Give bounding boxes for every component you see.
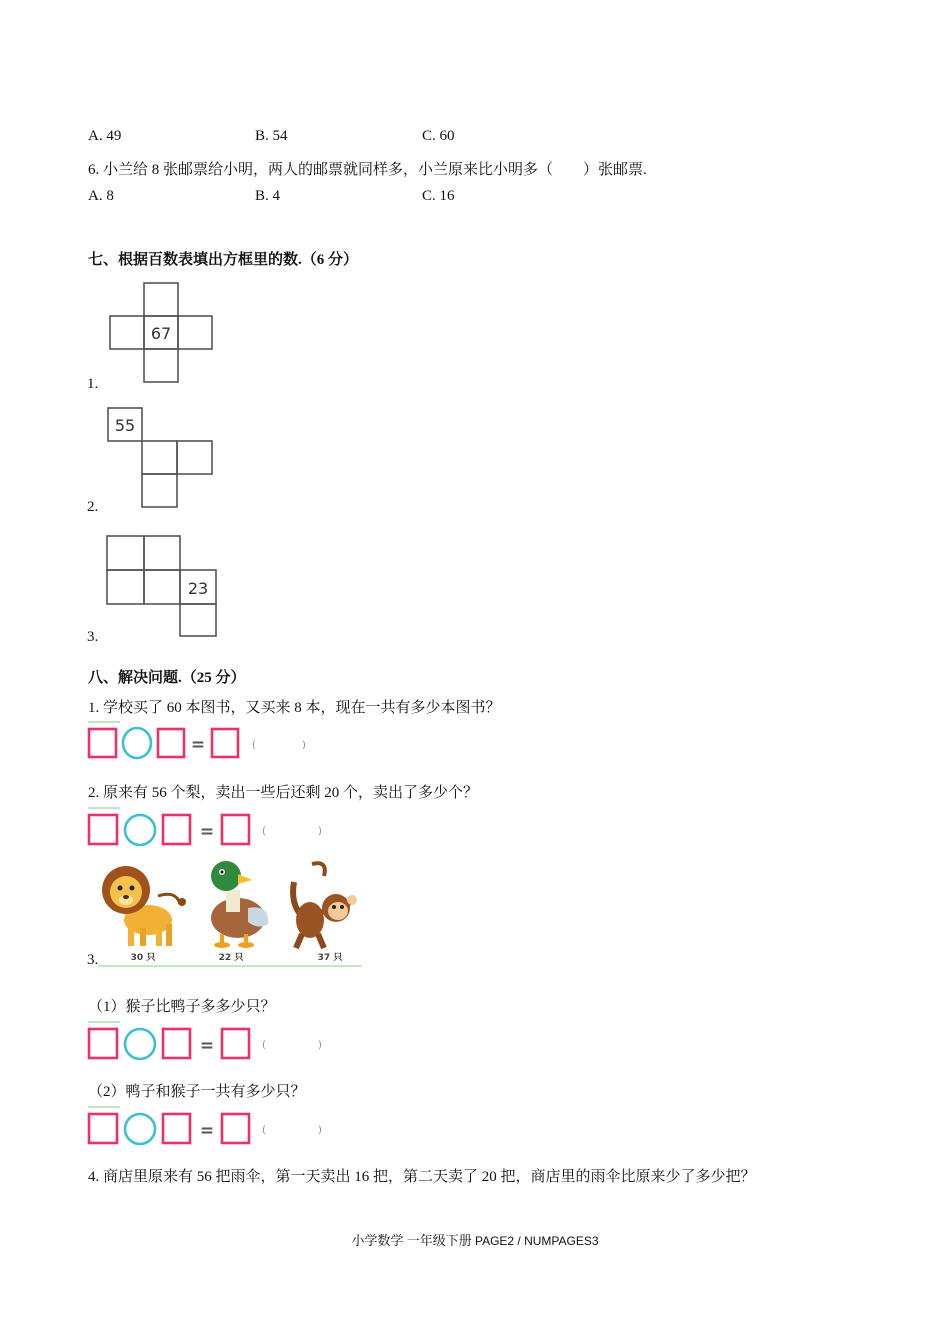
hundred-grid-1	[108, 282, 228, 384]
eq-box-2	[158, 729, 184, 757]
q5-option-b: B. 54	[255, 128, 288, 144]
eq-box-2	[163, 815, 190, 844]
hundred-grid-2	[106, 406, 216, 510]
monkey-icon	[293, 863, 357, 948]
eq-paren-close: )	[318, 1040, 322, 1051]
grid2-cell-mid-right	[177, 441, 212, 474]
q6-option-c: C. 16	[422, 188, 455, 204]
grid3-cell-top-left	[107, 536, 144, 570]
section8-title: 八、解决问题.（25 分）	[88, 670, 246, 686]
eq-box-1	[89, 729, 116, 757]
grid2-cell-bottom	[142, 474, 177, 507]
eq-equals-sign: =	[190, 735, 206, 755]
footer-page-number: PAGE2 / NUMPAGES3	[474, 1234, 599, 1248]
eq-box-1	[89, 1114, 117, 1143]
grid3-cell-bottom	[180, 604, 216, 636]
eq-box-1	[89, 815, 117, 844]
grid3-cell-top-mid	[144, 536, 180, 570]
grid3-cell-mid-left	[107, 570, 144, 604]
eq-box-2	[163, 1114, 190, 1143]
eq-paren-close: )	[318, 1125, 322, 1136]
q5-option-c: C. 60	[422, 128, 455, 144]
grid1-cell-right	[178, 316, 212, 349]
eq-box-result	[222, 1029, 249, 1058]
monkey-count: 37 只	[317, 953, 343, 963]
eq-operator-circle	[125, 1029, 155, 1059]
q6-text: 6. 小兰给 8 张邮票给小明，两人的邮票就同样多，小兰原来比小明多（ ）张邮票.	[88, 162, 647, 178]
eq-box-result	[222, 815, 249, 844]
eq-equals-sign: =	[199, 1036, 215, 1056]
eq-operator-circle	[123, 728, 151, 758]
lion-icon	[102, 866, 186, 946]
page-footer	[0, 1230, 950, 1249]
equation-row-q1	[86, 720, 326, 762]
lion-count: 30 只	[130, 953, 156, 963]
q5-option-a: A. 49	[88, 128, 122, 144]
section7-item3-label: 3.	[87, 629, 99, 645]
equation-row-q2	[86, 806, 336, 848]
eq-paren-open: (	[252, 740, 256, 751]
eq-paren-close: )	[302, 740, 306, 751]
grid1-cell-top	[144, 283, 178, 316]
eq-box-1	[89, 1029, 117, 1058]
eq-equals-sign: =	[199, 822, 215, 842]
eq-paren-open: (	[262, 826, 266, 837]
section7-title: 七、根据百数表填出方框里的数.（6 分）	[88, 252, 359, 268]
duck-count: 22 只	[218, 953, 244, 963]
eq-box-2	[163, 1029, 190, 1058]
section7-item2-label: 2.	[87, 499, 99, 515]
grid2-given-number: 55	[114, 416, 136, 435]
eq-box-result	[212, 729, 238, 757]
eq-paren-close: )	[318, 826, 322, 837]
section8-q3-1-text: （1）猴子比鸭子多多少只？	[88, 999, 276, 1015]
grid1-cell-left	[110, 316, 144, 349]
hundred-grid-3	[105, 534, 225, 638]
animal-picture	[98, 856, 364, 968]
section8-q2-text: 2. 原来有 56 个梨，卖出一些后还剩 20 个，卖出了多少个？	[88, 785, 479, 801]
equation-row-q3-2	[86, 1105, 336, 1147]
grid1-given-number: 67	[150, 324, 172, 343]
eq-box-result	[222, 1114, 249, 1143]
q6-option-a: A. 8	[88, 188, 114, 204]
section8-q4-text: 4. 商店里原来有 56 把雨伞，第一天卖出 16 把，第二天卖了 20 把，商店里的雨伞比原来少了多少把？	[88, 1169, 756, 1185]
footer-subject: 小学数学 一年级下册	[351, 1233, 472, 1248]
grid3-given-number: 23	[187, 579, 209, 598]
section7-item1-label: 1.	[87, 376, 99, 392]
eq-operator-circle	[125, 815, 155, 845]
q6-option-b: B. 4	[255, 188, 281, 204]
section8-q3-label: 3.	[87, 952, 99, 968]
eq-equals-sign: =	[199, 1121, 215, 1141]
eq-paren-open: (	[262, 1125, 266, 1136]
eq-operator-circle	[125, 1114, 155, 1144]
grid1-cell-bottom	[144, 349, 178, 382]
duck-icon	[211, 861, 268, 948]
section8-q1-text: 1. 学校买了 60 本图书，又买来 8 本，现在一共有多少本图书？	[88, 700, 501, 716]
grid3-cell-mid-mid	[144, 570, 180, 604]
eq-paren-open: (	[262, 1040, 266, 1051]
equation-row-q3-1	[86, 1020, 336, 1062]
grid2-cell-mid-left	[142, 441, 177, 474]
section8-q3-2-text: （2）鸭子和猴子一共有多少只？	[88, 1084, 306, 1100]
